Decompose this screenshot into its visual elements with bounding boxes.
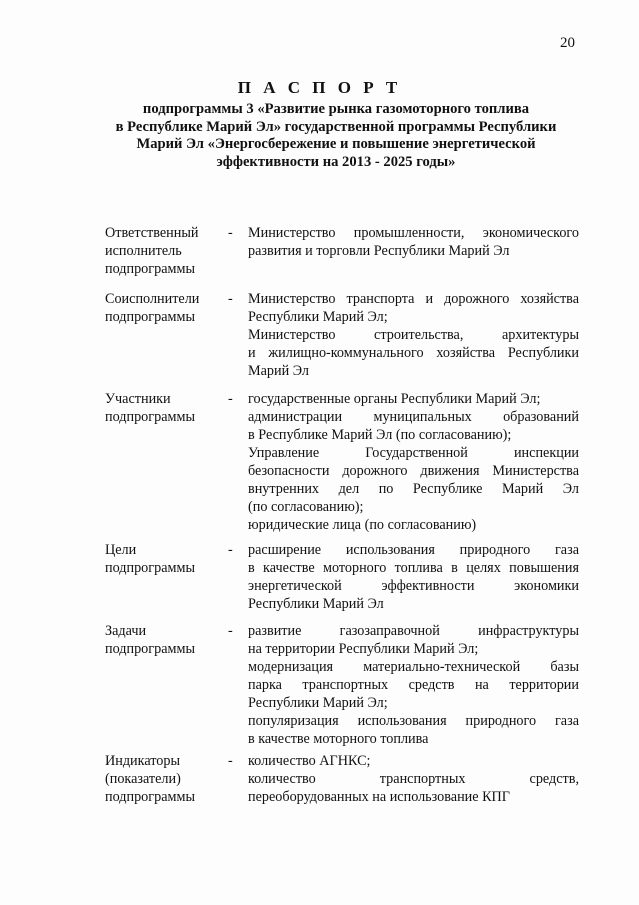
page-number: 20 xyxy=(560,35,575,51)
content-line: расширение использования природного газа xyxy=(248,542,579,558)
label-line: подпрограммы xyxy=(105,560,195,576)
content-line: Марий Эл xyxy=(248,363,309,379)
subtitle-line: подпрограммы 3 «Развитие рынка газомоторного топлива xyxy=(142,101,530,117)
row-content xyxy=(248,224,579,260)
content-line: парка транспортных средств на территории xyxy=(248,677,579,693)
content-line: Управление Государственной инспекции xyxy=(248,445,579,461)
label-line: Участники xyxy=(105,391,171,407)
content-line: модернизация материально-технической базы xyxy=(248,659,579,675)
content-line: в качестве моторного топлива xyxy=(248,731,429,747)
content-line: на территории Республики Марий Эл; xyxy=(248,641,479,657)
row-content xyxy=(248,390,579,534)
content-line: популяризация использования природного газа xyxy=(248,713,579,729)
row-content xyxy=(248,622,579,748)
row-label xyxy=(105,390,215,426)
row-dash: - xyxy=(228,623,233,639)
content-line: количество АГНКС; xyxy=(248,753,371,769)
content-line: Республики Марий Эл; xyxy=(248,309,388,325)
content-line: Министерство промышленности, экономического xyxy=(248,225,579,241)
row-label xyxy=(105,224,215,278)
subtitle-line: в Республике Марий Эл» государственной программы Республики xyxy=(115,118,557,135)
content-line: Республики Марий Эл; xyxy=(248,695,388,711)
content-line: в качестве моторного топлива в целях повышения xyxy=(248,560,579,576)
subtitle-line: эффективности на 2013 - 2025 годы» xyxy=(216,153,456,170)
document-subtitle xyxy=(95,101,577,171)
label-line: подпрограммы xyxy=(105,261,195,277)
document-title: П А С П О Р Т xyxy=(237,78,402,97)
content-line: в Республике Марий Эл (по согласованию); xyxy=(248,427,512,443)
row-label xyxy=(105,752,215,806)
content-line: (по согласованию); xyxy=(248,499,364,515)
label-line: подпрограммы xyxy=(105,641,195,657)
content-line: развитие газозаправочной инфраструктуры xyxy=(248,623,579,639)
content-line: государственные органы Республики Марий Эл; xyxy=(248,391,541,407)
label-line: Ответственный xyxy=(105,225,199,241)
label-line: подпрограммы xyxy=(105,309,195,325)
row-content xyxy=(248,752,579,806)
label-line: исполнитель xyxy=(105,243,182,259)
row-label xyxy=(105,290,215,326)
content-line: Республики Марий Эл xyxy=(248,596,384,612)
subtitle-line: Марий Эл «Энергосбережение и повышение энергетической xyxy=(136,136,536,153)
content-line: переоборудованных на использование КПГ xyxy=(248,789,511,805)
content-line: безопасности дорожного движения Министерства xyxy=(248,463,579,479)
content-line: и жилищно-коммунального хозяйства Республики xyxy=(248,345,579,361)
row-label xyxy=(105,541,215,577)
content-line: количество транспортных средств, xyxy=(248,771,579,787)
label-line: Соисполнители xyxy=(105,291,200,307)
content-line: юридические лица (по согласованию) xyxy=(248,517,477,533)
row-dash: - xyxy=(228,391,233,407)
content-line: внутренних дел по Республике Марий Эл xyxy=(248,481,579,497)
row-dash: - xyxy=(228,291,233,307)
content-line: администрации муниципальных образований xyxy=(248,409,579,425)
label-line: Цели xyxy=(105,542,137,558)
row-dash: - xyxy=(228,753,233,769)
content-line: Министерство строительства, архитектуры xyxy=(248,327,579,343)
row-dash: - xyxy=(228,542,233,558)
row-content xyxy=(248,290,579,380)
label-line: подпрограммы xyxy=(105,409,195,425)
label-line: подпрограммы xyxy=(105,789,195,805)
label-line: Индикаторы xyxy=(105,753,180,769)
label-line: Задачи xyxy=(105,623,147,639)
row-content xyxy=(248,541,579,613)
content-line: развития и торговли Республики Марий Эл xyxy=(248,243,510,259)
content-line: Министерство транспорта и дорожного хозяйства xyxy=(248,291,579,307)
content-line: энергетической эффективности экономики xyxy=(248,578,579,594)
row-label xyxy=(105,622,215,658)
row-dash: - xyxy=(228,225,233,241)
label-line: (показатели) xyxy=(105,771,181,787)
